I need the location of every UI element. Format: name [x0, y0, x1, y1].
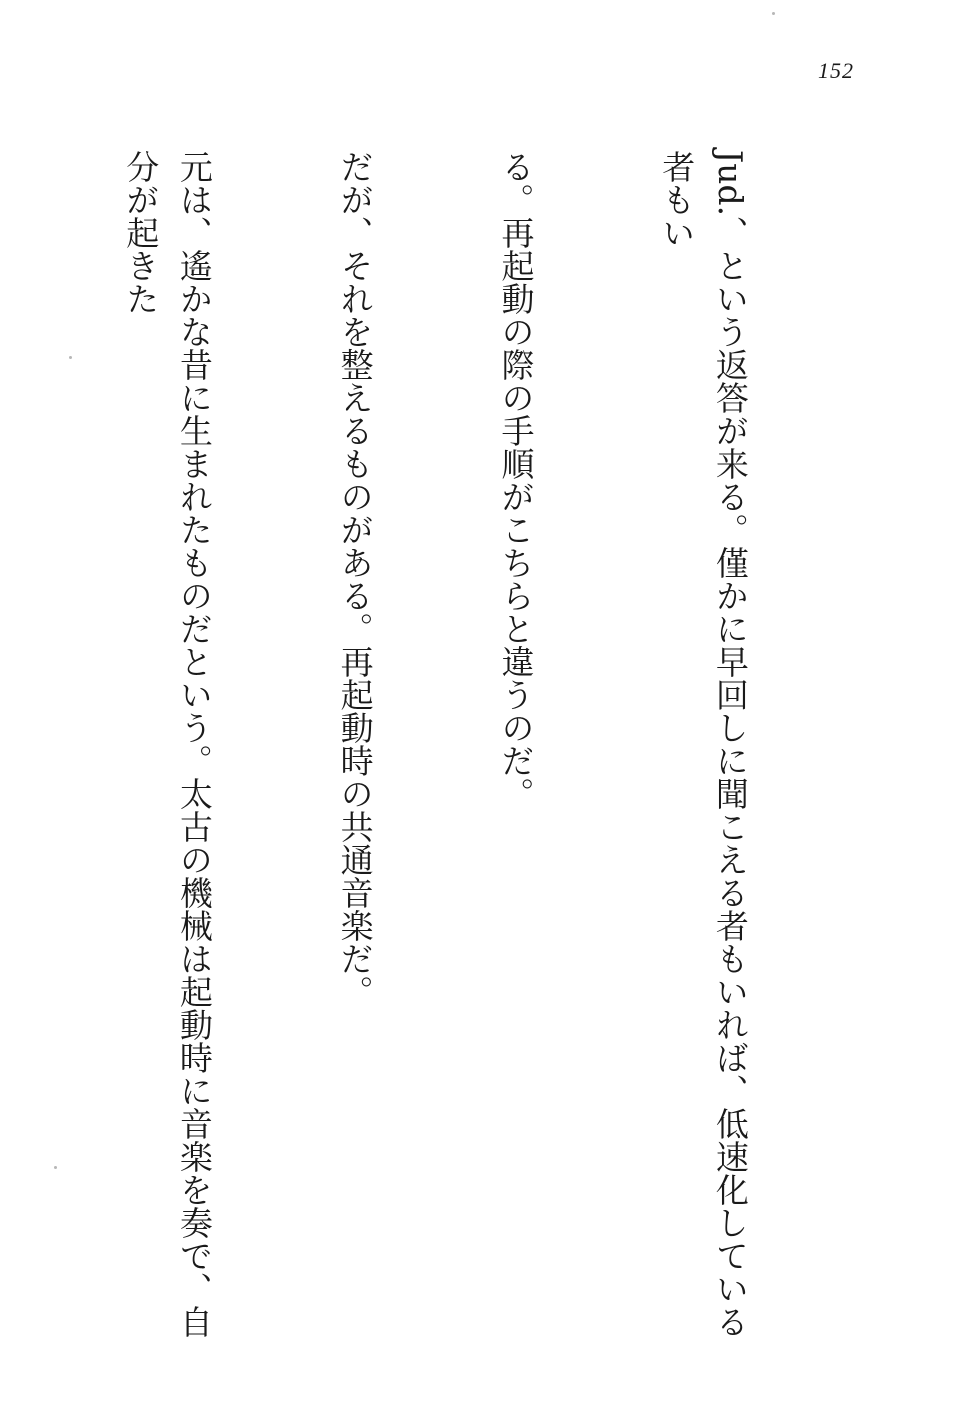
- body-text: [0, 150, 864, 1360]
- text-line: 元は、遙かな昔に生まれたものだという。太古の機械は起動時に音楽を奏で、自分が起きた: [121, 150, 214, 1338]
- page-number: 152: [818, 58, 854, 83]
- scan-speck: [54, 1166, 57, 1169]
- text-line: [0, 150, 7, 1360]
- text-line: る。再起動の際の手順がこちらと違うのだ。: [496, 150, 536, 810]
- text-line: だが、それを整えるものがある。再起動時の共通音楽だ。: [335, 150, 375, 1008]
- scan-speck: [772, 12, 775, 15]
- text-line: Jud.、という返答が来る。僅かに早回しに聞こえる者もいれば、低速化している者もい: [657, 150, 750, 1339]
- scan-speck: [69, 356, 72, 359]
